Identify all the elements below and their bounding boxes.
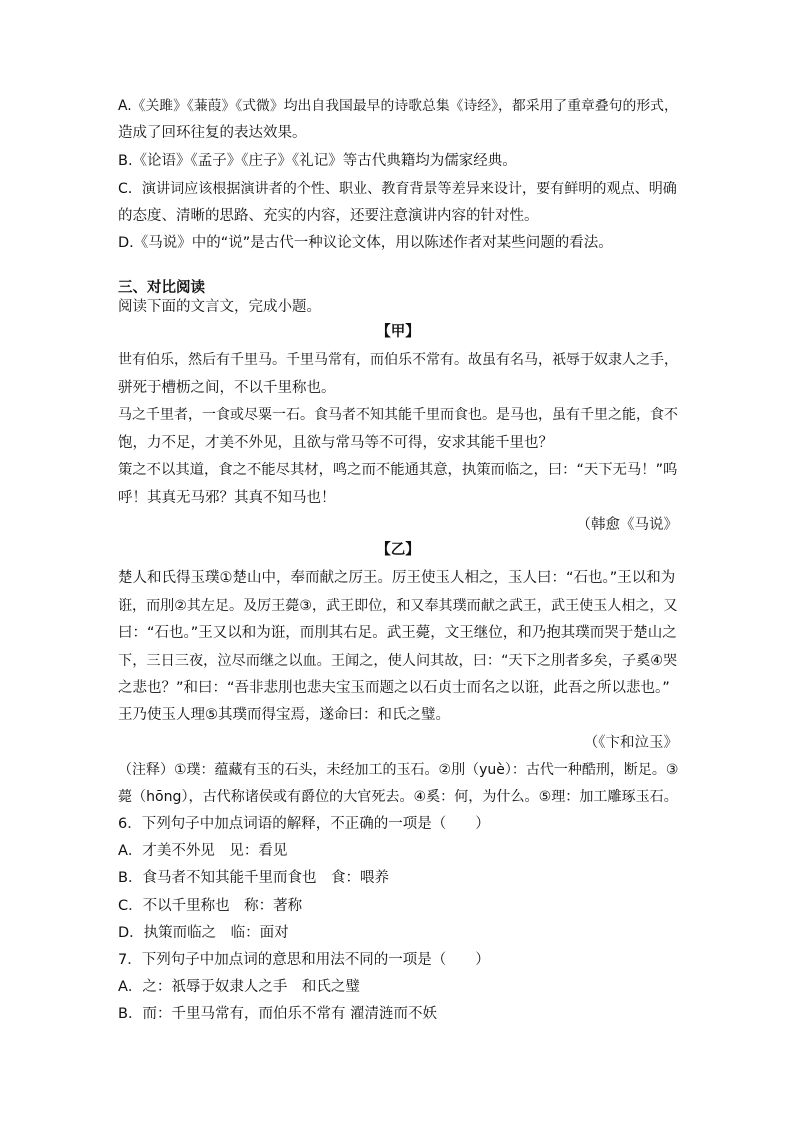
question-6-option-b: B．食马者不知其能千里而食也 食：喂养 bbox=[118, 870, 389, 886]
passage-yi-line: 曰：“石也。”王又以和为诳，而刖其右足。武王薨，文王继位，和乃抱其璞而哭于楚山之 bbox=[118, 625, 677, 641]
passage-yi-line: 诳，而刖②其左足。及厉王薨③，武王即位，和又奉其璞而献之武王，武王使玉人相之，又 bbox=[118, 598, 678, 614]
question-6-option-c: C．不以千里称也 称：著称 bbox=[118, 898, 303, 914]
option-a-line-2: 造成了回环往复的表达效果。 bbox=[118, 125, 307, 141]
question-7-stem: 7．下列句子中加点词的意思和用法不同的一项是（ ） bbox=[118, 952, 490, 968]
notes-line: （注释）①璞：蕴藏有玉的石头，未经加工的玉石。②刖（yuè）：古代一种酷刑，断足。③ bbox=[118, 762, 679, 778]
passage-jia-line: 呼！其真无马邪？其真不知马也！ bbox=[118, 490, 336, 506]
passage-yi-line: 之悲也？”和曰：“吾非悲刖也悲夫宝玉而题之以石贞士而名之以诳，此吾之所以悲也。” bbox=[118, 680, 670, 696]
option-b-line: B.《论语》《孟子》《庄子》《礼记》等古代典籍均为儒家经典。 bbox=[118, 153, 517, 169]
passage-yi-source: （《卞和泣玉》 bbox=[583, 735, 678, 751]
passage-yi-heading: 【乙】 bbox=[376, 542, 420, 558]
passage-yi-line: 楚人和氏得玉璞①楚山中，奉而献之厉王。厉王使玉人相之，玉人曰：“石也。”王以和为 bbox=[118, 570, 676, 586]
passage-jia-line: 骈死于槽枥之间，不以千里称也。 bbox=[118, 380, 336, 396]
passage-jia-line: 策之不以其道，食之不能尽其材，鸣之而不能通其意，执策而临之，曰：“天下无马！”呜 bbox=[118, 462, 678, 478]
passage-yi-line: 下，三日三夜，泣尽而继之以血。王闻之，使人问其故，曰：“天下之刖者多矣，子奚④哭 bbox=[118, 653, 678, 669]
option-c-line-2: 的态度、清晰的思路、充实的内容，还要注意演讲内容的针对性。 bbox=[118, 208, 539, 224]
question-7-option-b: B．而：千里马常有，而伯乐不常有 濯清涟而不妖 bbox=[118, 1006, 438, 1022]
question-6-option-d: D．执策而临之 临：面对 bbox=[118, 925, 289, 941]
passage-jia-line: 马之千里者，一食或尽粟一石。食马者不知其能千里而食也。是马也，虽有千里之能，食不 bbox=[118, 407, 678, 423]
passage-yi-line: 王乃使玉人理⑤其璞而得宝焉，遂命曰：和氏之璧。 bbox=[118, 707, 450, 723]
notes-line: 薨（hōng），古代称诸侯或有爵位的大官死去。④奚：何，为什么。⑤理：加工雕琢玉石。 bbox=[118, 789, 678, 805]
section-heading: 三、对比阅读 bbox=[118, 280, 205, 296]
question-6-option-a: A．才美不外见 见：看见 bbox=[118, 843, 288, 859]
passage-jia-line: 饱，力不足，才美不外见，且欲与常马等不可得，安求其能千里也？ bbox=[118, 435, 553, 451]
question-6-stem: 6．下列句子中加点词语的解释，不正确的一项是（ ） bbox=[118, 816, 490, 832]
instruction-line: 阅读下面的文言文，完成小题。 bbox=[118, 299, 321, 315]
passage-jia-line: 世有伯乐，然后有千里马。千里马常有，而伯乐不常有。故虽有名马，祇辱于奴隶人之手， bbox=[118, 352, 678, 368]
passage-jia-heading: 【甲】 bbox=[376, 324, 420, 340]
option-a-line-1: A.《关雎》《蒹葭》《式微》均出自我国最早的诗歌总集《诗经》，都采用了重章叠句的形式， bbox=[118, 98, 678, 114]
option-c-line-1: C．演讲词应该根据演讲者的个性、职业、教育背景等差异来设计，要有鲜明的观点、明确 bbox=[118, 181, 677, 197]
question-7-option-a: A．之：祇辱于奴隶人之手 和氏之璧 bbox=[118, 979, 360, 995]
passage-jia-source: （韩愈《马说》 bbox=[576, 517, 678, 533]
option-d-line: D.《马说》中的“说”是古代一种议论文体，用以陈述作者对某些问题的看法。 bbox=[118, 235, 613, 251]
